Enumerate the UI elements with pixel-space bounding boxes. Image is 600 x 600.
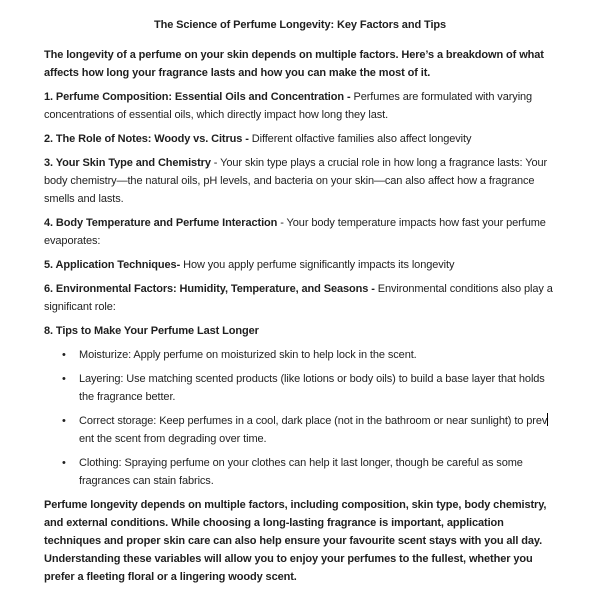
section-paragraph-4[interactable] (44, 214, 556, 250)
section-body: Perfumes are formulated with varying concentrations of essential oils, which directly impact how long they last. (44, 91, 533, 121)
section-heading: 5. Application Techniques- (44, 259, 181, 271)
section-body: - Your body temperature impacts how fast your perfume evaporates: (44, 217, 546, 247)
section-paragraph-5[interactable] (44, 256, 556, 274)
bullet-text: Moisturize: Apply perfume on moisturized skin to help lock in the scent. (79, 349, 417, 361)
bullet-item-clothing[interactable] (44, 454, 556, 490)
document-title[interactable]: The Science of Perfume Longevity: Key Factors and Tips (153, 19, 447, 31)
bullet-text: Layering: Use matching scented products (like lotions or body oils) to build a base layer that holds the fragrance better. (79, 373, 545, 403)
section-body: Environmental conditions also play a significant role: (44, 283, 553, 313)
section-paragraph-6[interactable] (44, 280, 556, 316)
section-heading: 3. Your Skin Type and Chemistry (44, 157, 211, 169)
section-heading: 2. The Role of Notes: Woody vs. Citrus - (44, 133, 252, 145)
text-cursor (547, 413, 548, 426)
section-heading: 8. Tips to Make Your Perfume Last Longer (44, 325, 259, 337)
bullet-item-layering[interactable] (44, 370, 556, 406)
section-body: Different olfactive families also affect longevity (251, 133, 472, 145)
bullet-marker: • (62, 457, 66, 469)
section-paragraph-2[interactable] (44, 130, 556, 148)
section-paragraph-3[interactable] (44, 154, 556, 208)
section-paragraph-1[interactable] (44, 88, 556, 124)
section-heading: 6. Environmental Factors: Humidity, Temperature, and Seasons - (44, 283, 378, 295)
tips-bullet-list (44, 346, 556, 490)
intro-paragraph[interactable]: The longevity of a perfume on your skin depends on multiple factors. Here’s a breakdown of what affects how long your fragrance lasts and how you can make the most of it. (44, 49, 544, 79)
section-paragraph-8[interactable] (44, 322, 556, 340)
bullet-item-correct-storage[interactable] (44, 412, 556, 448)
bullet-text-before-caret: Correct storage: Keep perfumes in a cool, dark place (not in the bathroom or near sunlight) to prev (79, 415, 548, 427)
bullet-text-after-caret: ent the scent from degrading over time. (79, 433, 267, 445)
section-heading: 4. Body Temperature and Perfume Interaction (44, 217, 278, 229)
section-heading: 1. Perfume Composition: Essential Oils and Concentration - (44, 91, 354, 103)
bullet-marker: • (62, 373, 66, 385)
bullet-marker: • (62, 349, 66, 361)
section-body: How you apply perfume significantly impacts its longevity (180, 259, 455, 271)
bullet-text: Clothing: Spraying perfume on your clothes can help it last longer, though be careful as some fragrances can stain fabrics. (79, 457, 523, 487)
bullet-item-moisturize[interactable] (44, 346, 556, 364)
bullet-marker: • (62, 415, 66, 427)
conclusion-paragraph[interactable]: Perfume longevity depends on multiple factors, including composition, skin type, body chemistry, and external conditions. While choosing a long-lasting fragrance is important, application techniques and proper skin care can also help ensure your favourite scent stays with you all day. Understanding these variables will allow you to enjoy your perfumes to the fullest, whether you prefer a fleeting floral or a lingering woody scent. (44, 499, 547, 583)
section-body: - Your skin type plays a crucial role in how long a fragrance lasts: Your body chemistry—the natural oils, pH levels, and bacteria on your skin—can also affect how a fragrance smells and lasts. (44, 157, 548, 205)
